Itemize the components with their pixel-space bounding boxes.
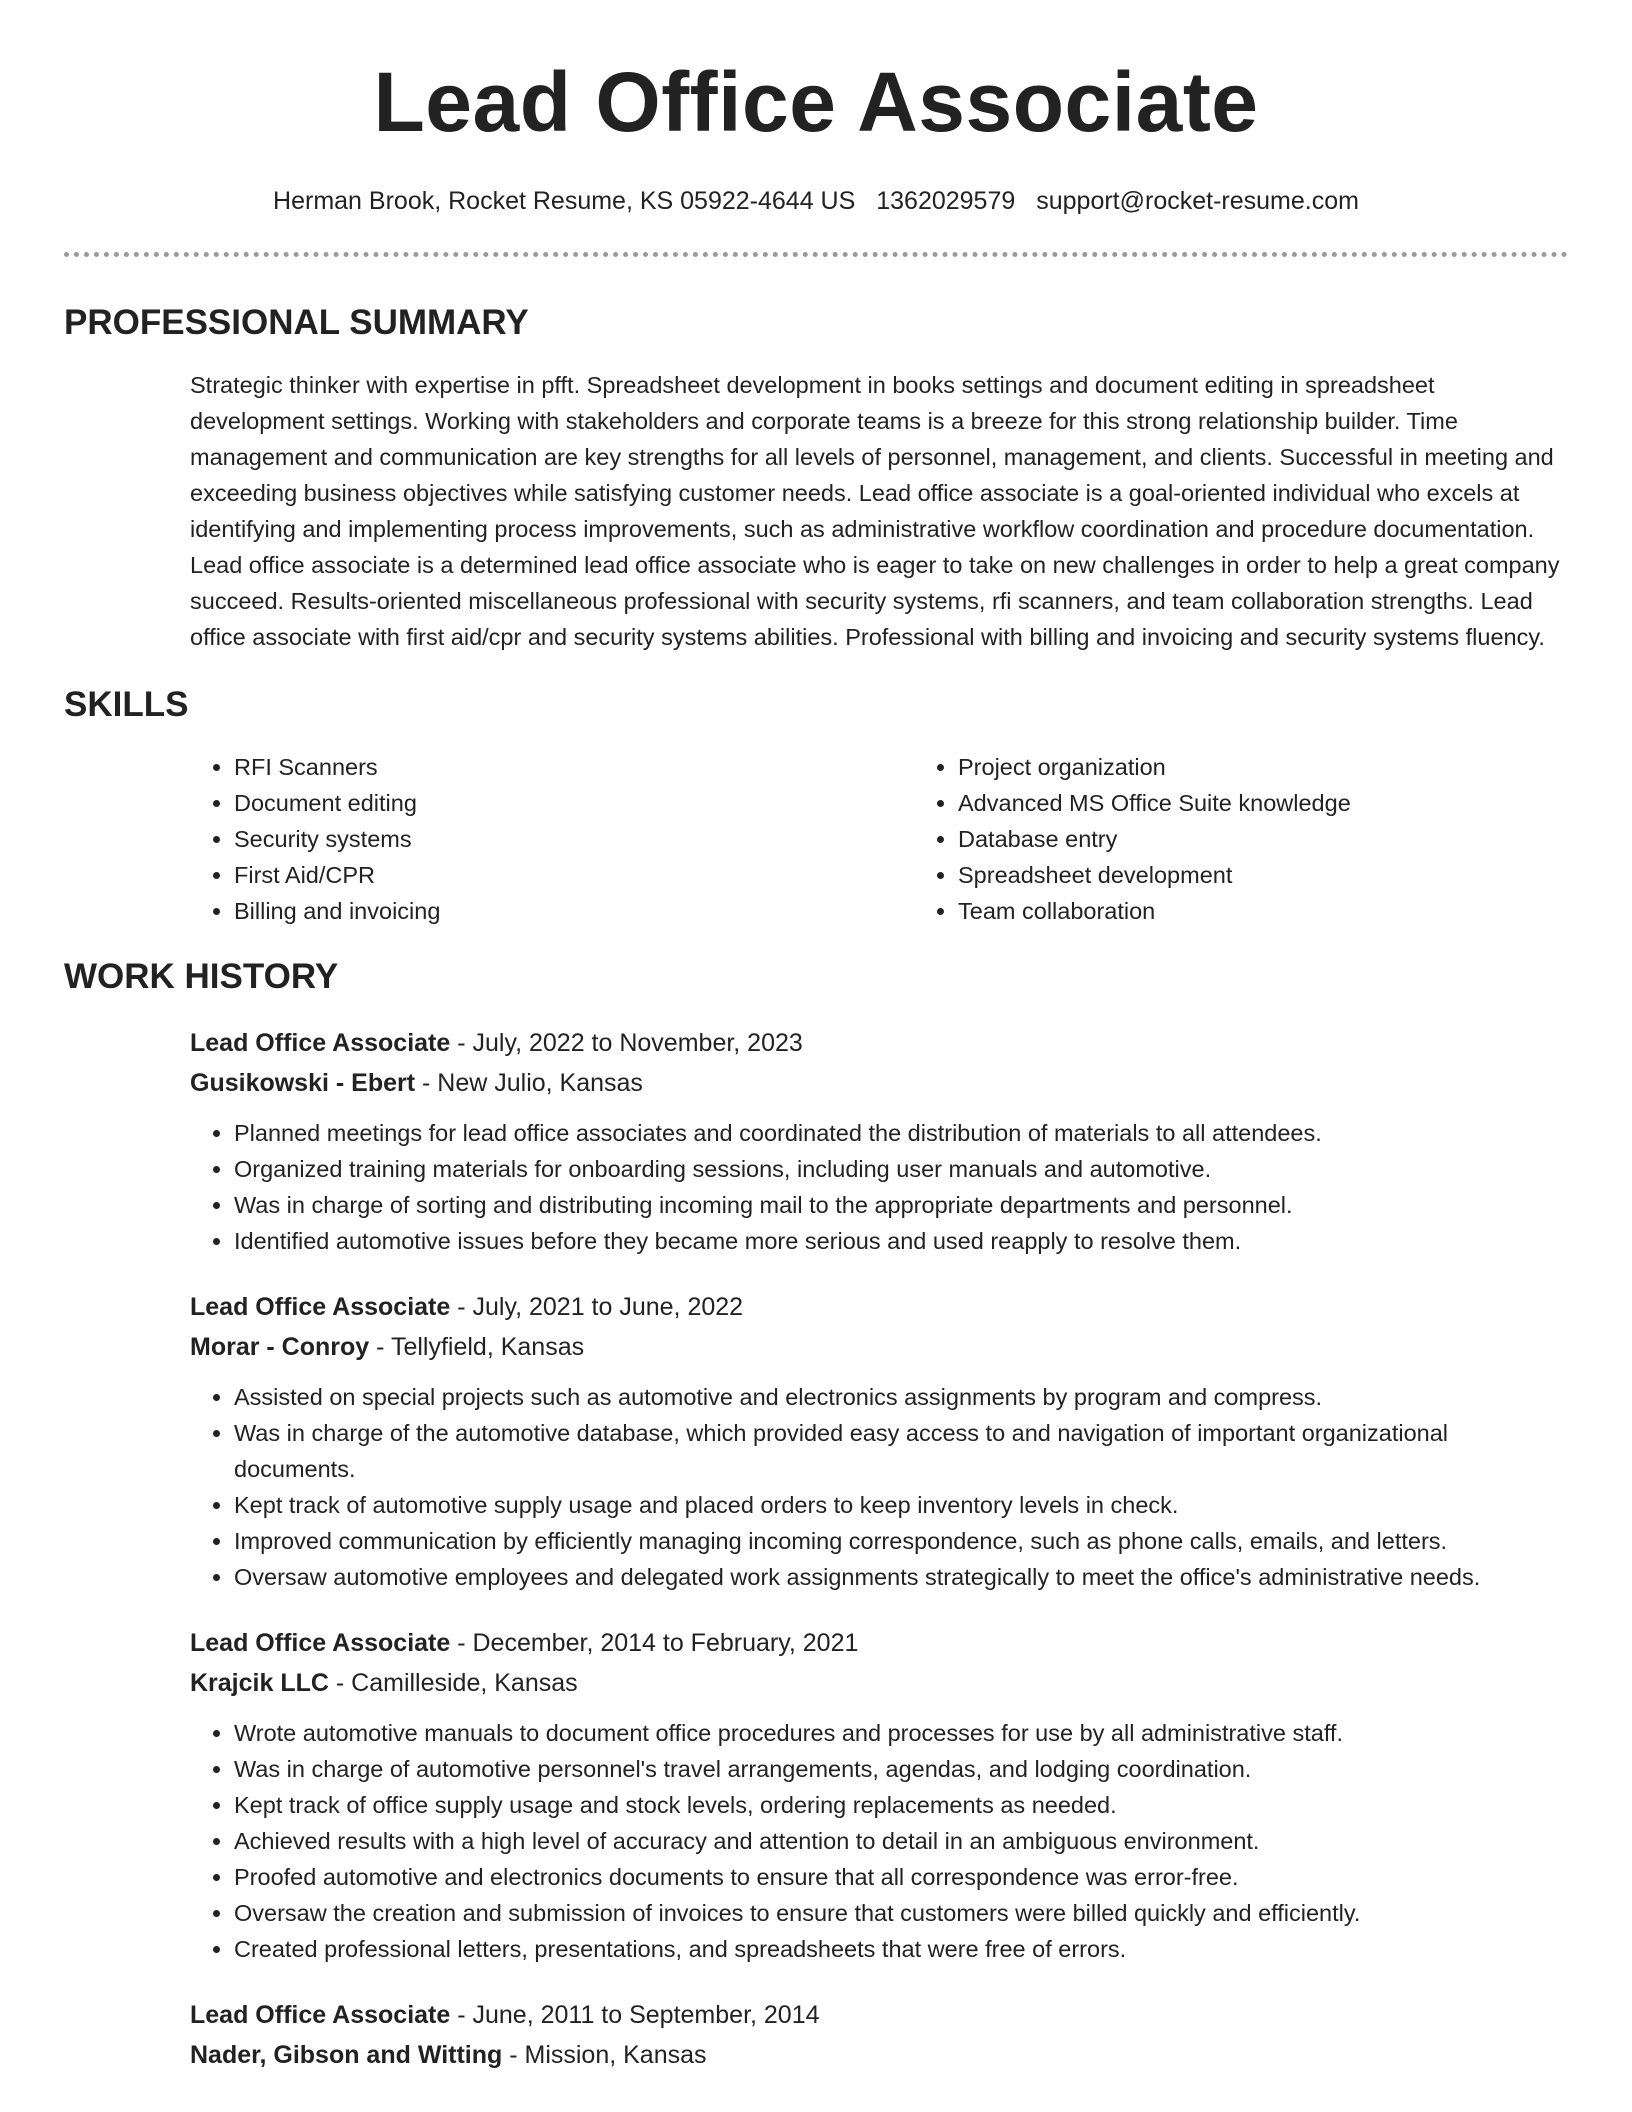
job-location: - New Julio, Kansas: [415, 1069, 643, 1097]
job-title: Lead Office Associate: [190, 2001, 451, 2029]
skill-item: • Security systems: [234, 821, 914, 857]
job-dates: - June, 2011 to September, 2014: [450, 2001, 820, 2029]
job-title-line: [190, 1287, 1568, 1327]
job-bullet: • Wrote automotive manuals to document office procedures and processes for use by all administrative staff.: [234, 1715, 1568, 1751]
job-bullet: • Identified automotive issues before they became more serious and used reapply to resolve them.: [234, 1223, 1568, 1259]
job-company-line: [190, 1063, 1568, 1103]
job-title: Lead Office Associate: [190, 1293, 451, 1321]
skill-item: • Database entry: [958, 821, 1351, 857]
job-bullets: [190, 1715, 1568, 1967]
job-bullet: • Oversaw automotive employees and delegated work assignments strategically to meet the office's administrative needs.: [234, 1559, 1568, 1595]
job-company-line: [190, 2035, 1568, 2075]
job-bullets: [190, 1379, 1568, 1595]
job-bullet: • Was in charge of the automotive database, which provided easy access to and navigation of important organizational documents.: [234, 1415, 1568, 1487]
skills-column-left: [190, 749, 914, 929]
skill-item: • Spreadsheet development: [958, 857, 1351, 893]
job-bullets: [190, 1115, 1568, 1259]
skills-heading: SKILLS: [64, 685, 189, 724]
job-dates: - July, 2022 to November, 2023: [450, 1029, 803, 1057]
job-title: Lead Office Associate: [190, 1029, 451, 1057]
job-bullet: • Improved communication by efficiently managing incoming correspondence, such as phone calls, emails, and letters.: [234, 1523, 1568, 1559]
job-company: Krajcik LLC: [190, 1669, 329, 1697]
job-bullet: • Achieved results with a high level of accuracy and attention to detail in an ambiguous environment.: [234, 1823, 1568, 1859]
skill-item: • Project organization: [958, 749, 1351, 785]
job-location: - Mission, Kansas: [502, 2041, 707, 2069]
job-bullet: • Was in charge of sorting and distributing incoming mail to the appropriate departments and personnel.: [234, 1187, 1568, 1223]
job-company: Morar - Conroy: [190, 1333, 370, 1361]
skills-column-right: [914, 749, 1351, 929]
work-history-heading: WORK HISTORY: [64, 957, 339, 996]
resume-title: Lead Office Associate: [373, 55, 1259, 149]
skill-item: • Advanced MS Office Suite knowledge: [958, 785, 1351, 821]
job-bullet: • Oversaw the creation and submission of invoices to ensure that customers were billed quickly and efficiently.: [234, 1895, 1568, 1931]
job-location: - Tellyfield, Kansas: [369, 1333, 585, 1361]
skills-list: [190, 749, 1568, 929]
job-entry: [190, 1623, 1568, 1967]
job-dates: - July, 2021 to June, 2022: [450, 1293, 744, 1321]
job-entry: [190, 1287, 1568, 1595]
summary-text: Strategic thinker with expertise in pfft. Spreadsheet development in books settings and document editing in spreadsheet development settings. Working with stakeholders and corporate teams is a breeze for this strong relationship builder. Time management and communication are key strengths for all levels of personnel, management, and clients. Successful in meeting and exceeding business objectives while satisfying customer needs. Lead office associate is a goal-oriented individual who excels at identifying and implementing process improvements, such as administrative workflow coordination and procedure documentation. Lead office associate is a determined lead office associate who is eager to take on new challenges in order to help a great company succeed. Results-oriented miscellaneous professional with security systems, rfi scanners, and team collaboration strengths. Lead office associate with first aid/cpr and security systems abilities. Professional with billing and invoicing and security systems fluency.: [190, 372, 1560, 650]
job-bullet: • Created professional letters, presentations, and spreadsheets that were free of errors.: [234, 1931, 1568, 1967]
job-bullet: • Proofed automotive and electronics documents to ensure that all correspondence was error-free.: [234, 1859, 1568, 1895]
contact-email[interactable]: support@rocket-resume.com: [1036, 187, 1359, 215]
job-bullet: • Assisted on special projects such as automotive and electronics assignments by program and compress.: [234, 1379, 1568, 1415]
job-dates: - December, 2014 to February, 2021: [450, 1629, 859, 1657]
contact-line: [0, 186, 1632, 216]
skill-item: • First Aid/CPR: [234, 857, 914, 893]
job-title-line: [190, 1623, 1568, 1663]
job-entry: [190, 1995, 1568, 2075]
header-divider: [64, 252, 1568, 257]
skill-item: • Document editing: [234, 785, 914, 821]
job-bullet: • Organized training materials for onboarding sessions, including user manuals and automotive.: [234, 1151, 1568, 1187]
job-location: - Camilleside, Kansas: [328, 1669, 578, 1697]
job-company-line: [190, 1663, 1568, 1703]
skill-item: • Team collaboration: [958, 893, 1351, 929]
contact-address: Herman Brook, Rocket Resume, KS 05922-4644 US: [273, 187, 856, 215]
contact-phone: 1362029579: [876, 187, 1016, 215]
summary-heading: PROFESSIONAL SUMMARY: [64, 303, 529, 342]
job-bullet: • Kept track of office supply usage and stock levels, ordering replacements as needed.: [234, 1787, 1568, 1823]
skill-item: • RFI Scanners: [234, 749, 914, 785]
job-entry: [190, 1023, 1568, 1259]
job-company: Gusikowski - Ebert: [190, 1069, 416, 1097]
job-company-line: [190, 1327, 1568, 1367]
job-title: Lead Office Associate: [190, 1629, 451, 1657]
skill-item: • Billing and invoicing: [234, 893, 914, 929]
job-title-line: [190, 1023, 1568, 1063]
job-bullet: • Kept track of automotive supply usage and placed orders to keep inventory levels in check.: [234, 1487, 1568, 1523]
job-bullet: • Planned meetings for lead office associates and coordinated the distribution of materials to all attendees.: [234, 1115, 1568, 1151]
job-title-line: [190, 1995, 1568, 2035]
job-bullet: • Was in charge of automotive personnel's travel arrangements, agendas, and lodging coordination.: [234, 1751, 1568, 1787]
job-company: Nader, Gibson and Witting: [190, 2041, 503, 2069]
